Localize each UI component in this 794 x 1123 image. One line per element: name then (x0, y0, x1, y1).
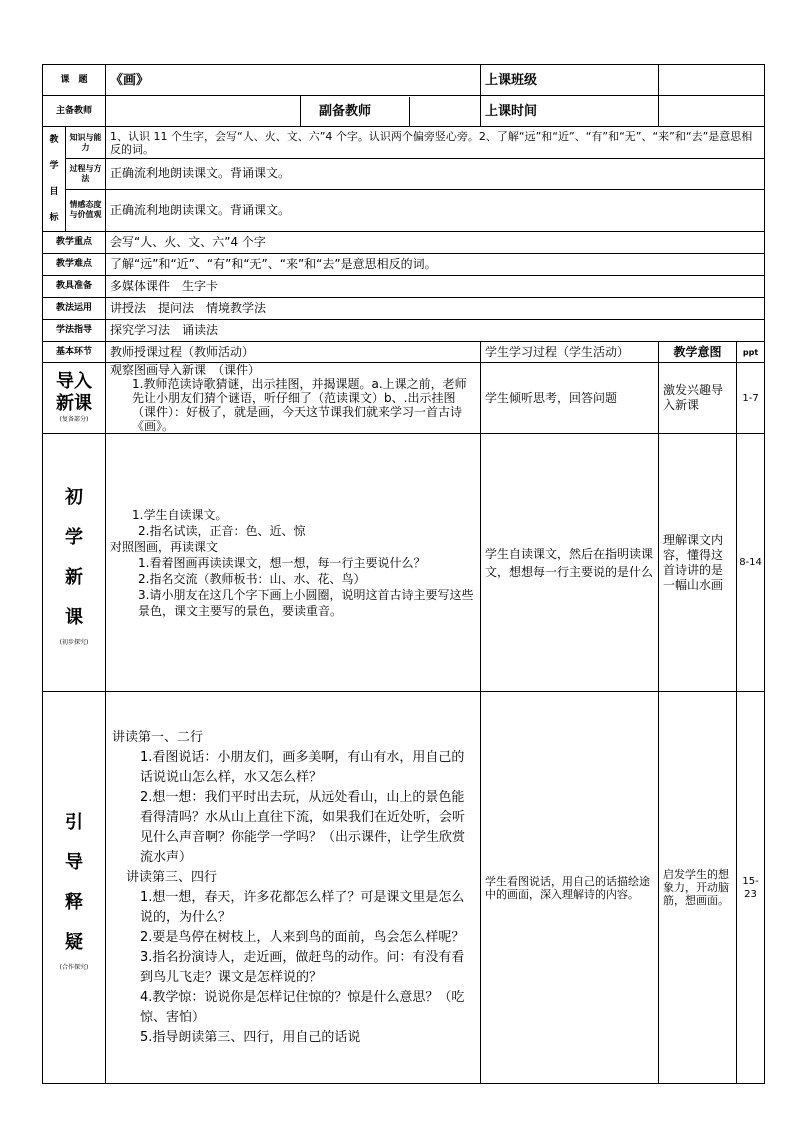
teaching-intent: 启发学生的想象力，开动脑筋，想画面。 (659, 692, 737, 1084)
vice-teacher-value (410, 97, 476, 126)
stage-row (43, 434, 765, 692)
ppt-column-header: ppt (737, 342, 765, 363)
time-value (659, 96, 765, 127)
student-activity: 学生倾听思考，回答问题 (481, 363, 659, 434)
time-label: 上课时间 (481, 96, 659, 127)
topic-label: 课 题 (43, 65, 106, 96)
knowledge-label: 知识与能力 (66, 127, 106, 159)
topic-row (43, 65, 765, 96)
stage-name: 引导释疑 (合作探究) (43, 692, 106, 1084)
stage-row (43, 363, 765, 434)
stage-column-header: 基本环节 (43, 342, 106, 363)
info-row (43, 320, 765, 342)
info-text: 多媒体课件 生字卡 (106, 276, 765, 298)
topic-value: 《画》 (106, 65, 481, 96)
teacher-column-header: 教师授课过程（教师活动） (106, 342, 481, 363)
info-row (43, 298, 765, 320)
info-label: 学法指导 (43, 320, 106, 342)
ppt-range: 15-23 (737, 692, 765, 1084)
info-label: 教学重点 (43, 232, 106, 254)
main-teacher-label: 主备教师 (43, 96, 106, 127)
emotion-label: 情感态度与价值观 (66, 189, 106, 231)
info-label: 教学难点 (43, 254, 106, 276)
stage-row (43, 692, 765, 1084)
teacher-activity: 讲读第一、二行 1.看图说话：小朋友们，画多美啊，有山有水，用自己的话说说山怎么样，水又怎么样？ 2.想一想：我们平时出去玩，从远处看山，山上的景色能看得清吗？水从山上直往下流，如果我们在近处听，会听见什么声音啊？你能学一学吗？（出示课件，让学生欣赏流水声） 讲读第三、四行 1.想一想，春天，许多花都怎么样了？可是课文里是怎么说的，为什么？ 2.要是鸟停在树枝上，人来到鸟的面前，鸟会怎么样呢？ 3.指名扮演诗人，走近画，做赶鸟的动作。问：有没有看到鸟儿飞走？课文是怎样说的？ 4.教学惊：说说你是怎样记住惊的？惊是什么意思？（吃惊、害怕） 5.指导朗读第三、四行，用自己的话说 (106, 692, 481, 1084)
main-teacher-value (106, 96, 301, 127)
student-column-header: 学生学习过程（学生活动） (481, 342, 659, 363)
lesson-plan-table (42, 64, 765, 1084)
goal-knowledge-row (43, 127, 765, 159)
info-row (43, 254, 765, 276)
class-value (659, 65, 765, 96)
info-row (43, 232, 765, 254)
info-row (43, 276, 765, 298)
process-header-row (43, 342, 765, 363)
info-text: 会写“人、火、文、六”4 个字 (106, 232, 765, 254)
student-activity: 学生自读课文，然后在指明读课文，想想每一行主要说的是什么 (481, 434, 659, 692)
goal-emotion-row (43, 189, 765, 231)
class-label: 上课班级 (481, 65, 659, 96)
teacher-activity: 1.学生自读课文。 2.指名试读，正音：色、近、惊 对照图画，再读课文 1.看着图画再读读课文，想一想，每一行主要说什么？ 2.指名交流（教师板书：山、水、花、鸟） 3.请小朋友在这几个字下画上小圆圈，说明这首古诗主要写这些景色，课文主要写的景色，要读重音。 (106, 434, 481, 692)
process-text: 正确流利地朗读课文。背诵课文。 (106, 159, 765, 189)
teaching-intent: 理解课文内容，懂得这首诗讲的是一幅山水画 (659, 434, 737, 692)
info-text: 讲授法 提问法 情境教学法 (106, 298, 765, 320)
knowledge-text: 1、认识 11 个生字，会写“人、火、文、六”4 个字。认识两个偏旁竖心旁。2、了解“远”和“近”、“有”和“无”、“来”和“去”是意思相反的词。 (106, 127, 765, 159)
stage-name: 初学新课 (初步探究) (43, 434, 106, 692)
teaching-intent: 激发兴趣导入新课 (659, 363, 737, 434)
emotion-text: 正确流利地朗读课文。背诵课文。 (106, 189, 765, 231)
ppt-range: 8-14 (737, 434, 765, 692)
goal-process-row (43, 159, 765, 189)
info-label: 教法运用 (43, 298, 106, 320)
info-text: 探究学习法 诵读法 (106, 320, 765, 342)
teacher-activity: 观察图画导入新课 （课件） 1.教师范读诗歌猜谜，出示挂图，并揭课题。a.上课之前，老师先让小朋友们猜个谜语，听仔细了（范读课文）b、.出示挂图（课件）：好极了，就是画，今天这节课我们就来学习一首古诗《画》。 (106, 363, 481, 434)
stage-name: 导入新课 (复备部分) (43, 363, 106, 434)
vice-teacher-label: 副备教师 (301, 97, 410, 126)
ppt-range: 1-7 (737, 363, 765, 434)
teacher-row (43, 96, 765, 127)
goals-section-label: 教 学 目 标 (43, 127, 66, 232)
info-text: 了解“远”和“近”、“有”和“无”、“来”和“去”是意思相反的词。 (106, 254, 765, 276)
info-label: 教具准备 (43, 276, 106, 298)
process-label: 过程与方法 (66, 159, 106, 189)
intent-column-header: 教学意图 (659, 342, 737, 363)
student-activity: 学生看图说话，用自己的话描绘途中的画面，深入理解诗的内容。 (481, 692, 659, 1084)
